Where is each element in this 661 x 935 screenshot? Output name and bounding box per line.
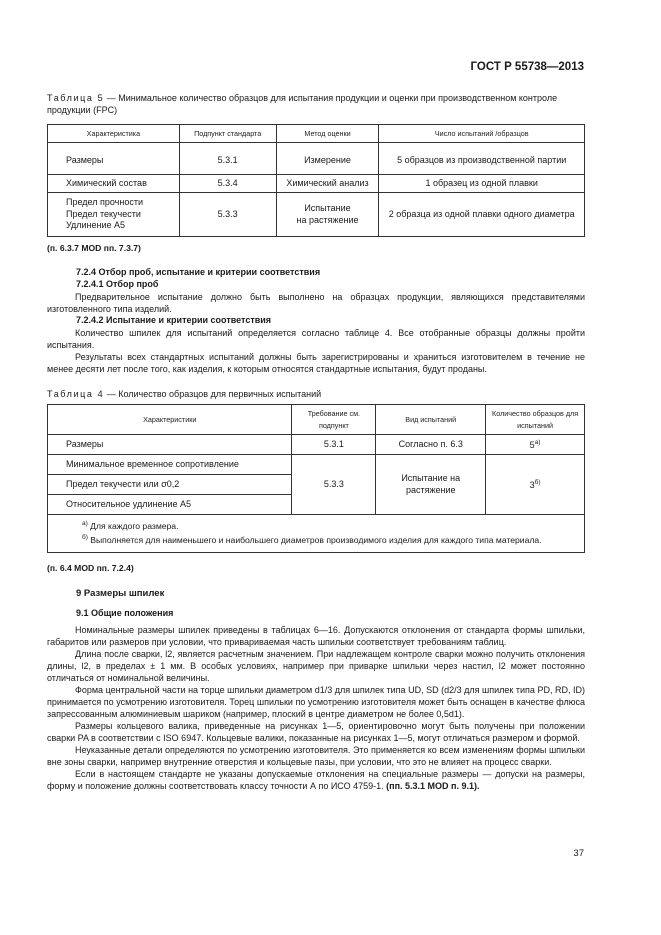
table5-cell: Химический состав bbox=[48, 175, 180, 193]
table5-header-row bbox=[48, 125, 585, 143]
table-row bbox=[48, 175, 585, 193]
table5-cell: 5.3.4 bbox=[179, 175, 276, 193]
subsection-title: 9.1 Общие положения bbox=[76, 608, 174, 618]
subsection-title: 7.2.4.1 Отбор проб bbox=[76, 279, 159, 289]
paragraph-last bbox=[47, 768, 585, 792]
paragraph-block bbox=[47, 624, 585, 792]
footnote-mark: а) bbox=[534, 439, 541, 447]
table4-cell: Предел текучести или σ0,2 bbox=[48, 475, 292, 495]
table-row bbox=[48, 435, 585, 455]
table5-cell: 5.3.3 bbox=[179, 193, 276, 237]
table-row bbox=[48, 455, 585, 475]
table5 bbox=[47, 124, 585, 237]
table4-footnotes bbox=[48, 515, 585, 553]
table5-header: Число испытаний /образцов bbox=[379, 125, 585, 143]
table4-header: Характеристики bbox=[48, 405, 292, 435]
table5-caption-text: — Минимальное количество образцов для испытания продукции и оценки при производственном контроле продукции (FPC) bbox=[47, 93, 558, 115]
table4-caption bbox=[47, 388, 585, 400]
table5-cell: 2 образца из одной плавки одного диаметра bbox=[379, 193, 585, 237]
table-row bbox=[48, 148, 585, 175]
paragraph bbox=[47, 291, 585, 315]
paragraph-text: Форма центральной части на торце шпильки диаметром d1/3 для шпилек типа UD, SD (d2/3 для шпилек типа PD, RD, ID) принимается по усмотрению изготовителя. Торец шпильки по усмотрению изготовителя может быть оснащен в качестве флюса запрессованным алюминиевым шариком (например, плоский в центре диаметром не более 0,5d1). bbox=[47, 685, 585, 719]
table4-header: Вид испытаний bbox=[376, 405, 486, 435]
paragraph-text: Результаты всех стандартных испытаний должны быть зарегистрированы и храниться изготовителем в течение не менее десяти лет после того, как изделия, к которым относятся стандартные испытания, будут проданы. bbox=[47, 352, 585, 374]
table4 bbox=[47, 404, 585, 553]
table5-note: (п. 6.3.7 MOD пп. 7.3.7) bbox=[47, 243, 141, 253]
paragraph-text: Предварительное испытание должно быть выполнено на образцах продукции, являющихся представителями изготовленного типа изделий. bbox=[47, 292, 585, 314]
footnote-text: Для каждого размера. bbox=[87, 520, 179, 531]
page-number: 37 bbox=[573, 848, 584, 859]
footnote bbox=[54, 518, 578, 532]
section-title: 9 Размеры шпилек bbox=[76, 588, 165, 599]
table5-cell: 5 образцов из производственной партии bbox=[379, 148, 585, 175]
table5-cell: Испытание на растяжение bbox=[276, 193, 379, 237]
footnote-mark: б) bbox=[82, 533, 88, 541]
document-header: ГОСТ Р 55738—2013 bbox=[470, 61, 584, 73]
table4-caption-text: — Количество образцов для первичных испытаний bbox=[104, 389, 322, 399]
table5-cell: 5.3.1 bbox=[179, 148, 276, 175]
paragraph-text: Неуказанные детали определяются по усмотрению изготовителя. Это применяется ко всем изменениям формы шпильки вне зоны сварки, например внутренние отверстия и кольцевые пазы, при условии, что это не влияет на процесс сварки. bbox=[47, 745, 585, 767]
table5-header: Подпункт стандарта bbox=[179, 125, 276, 143]
table5-caption-label: Таблица 5 bbox=[47, 93, 105, 103]
paragraph-text: Количество шпилек для испытаний определяется согласно таблице 4. Все отобранные образцы должны пройти испытания. bbox=[47, 328, 585, 350]
table4-cell: Относительное удлинение A5 bbox=[48, 495, 292, 515]
table4-cell bbox=[486, 435, 585, 455]
table4-header: Требование см. подпункт bbox=[292, 405, 376, 435]
table4-cell bbox=[486, 455, 585, 515]
table4-cell: 5.3.3 bbox=[292, 455, 376, 515]
table5-cell: Химический анализ bbox=[276, 175, 379, 193]
paragraph bbox=[47, 327, 585, 375]
paragraph-text: Длина после сварки, l2, является расчетным значением. При надлежащем контроле сварки можно получить отклонения длины, l2, в пределах ± 1 мм. В особых условиях, например при приварке шпильки через настил, l2 может постоянно отличаться от номинальной величины. bbox=[47, 649, 585, 683]
table4-cell-value: 3 bbox=[529, 480, 535, 491]
table5-cell: Размеры bbox=[48, 148, 180, 175]
table4-footnote-cell bbox=[48, 515, 585, 553]
table4-cell-value: 5 bbox=[529, 440, 535, 451]
table4-cell: Испытание на растяжение bbox=[376, 455, 486, 515]
table-row bbox=[48, 193, 585, 237]
paragraph-text: Размеры кольцевого валика, приведенные на рисунках 1—5, ориентировочно могут быть получены при положении сварки PA в соответствии с ISO 6947. Кольцевые валики, показанные на рисунках 1—5, могут отличаться размером и формой. bbox=[47, 721, 585, 743]
table5-cell: 1 образец из одной плавки bbox=[379, 175, 585, 193]
subsection-title: 7.2.4.2 Испытание и критерии соответствия bbox=[76, 315, 272, 325]
table4-note: (п. 6.4 MOD пп. 7.2.4) bbox=[47, 563, 134, 573]
paragraph-reference: (пп. 5.3.1 MOD п. 9.1). bbox=[383, 781, 480, 791]
footnote-text: Выполняется для наименьшего и наибольшего диаметров производимого изделия для каждого типа материала. bbox=[87, 534, 542, 545]
table4-caption-label: Таблица 4 bbox=[47, 389, 105, 399]
table4-cell: Согласно п. 6.3 bbox=[376, 435, 486, 455]
table5-cell: Предел прочности Предел текучести Удлинение A5 bbox=[48, 193, 180, 237]
table5-cell: Измерение bbox=[276, 148, 379, 175]
table4-cell: 5.3.1 bbox=[292, 435, 376, 455]
table4-cell: Размеры bbox=[48, 435, 292, 455]
table5-header: Характеристика bbox=[48, 125, 180, 143]
footnote-mark: а) bbox=[82, 520, 88, 527]
footnote bbox=[54, 532, 578, 546]
paragraph-text: Номинальные размеры шпилек приведены в таблицах 6—16. Допускаются отклонения от стандарта формы шпильки, габаритов или размеров при условии, что привариваемая часть шпильки соответствует требованиям таблиц. bbox=[47, 625, 585, 647]
table4-header-row bbox=[48, 405, 585, 435]
table5-caption bbox=[47, 92, 585, 116]
paragraph-text: Если в настоящем стандарте не указаны допускаемые отклонения на специальные размеры — допуски на размеры, форму и положение должны соответствовать классу точности А по ИСО 4759-1. bbox=[47, 769, 585, 791]
table4-header: Количество образцов для испытаний bbox=[486, 405, 585, 435]
footnote-mark: б) bbox=[534, 479, 541, 487]
table4-cell: Минимальное временное сопротивление bbox=[48, 455, 292, 475]
table5-header: Метод оценки bbox=[276, 125, 379, 143]
section-title: 7.2.4 Отбор проб, испытание и критерии соответствия bbox=[76, 267, 321, 277]
